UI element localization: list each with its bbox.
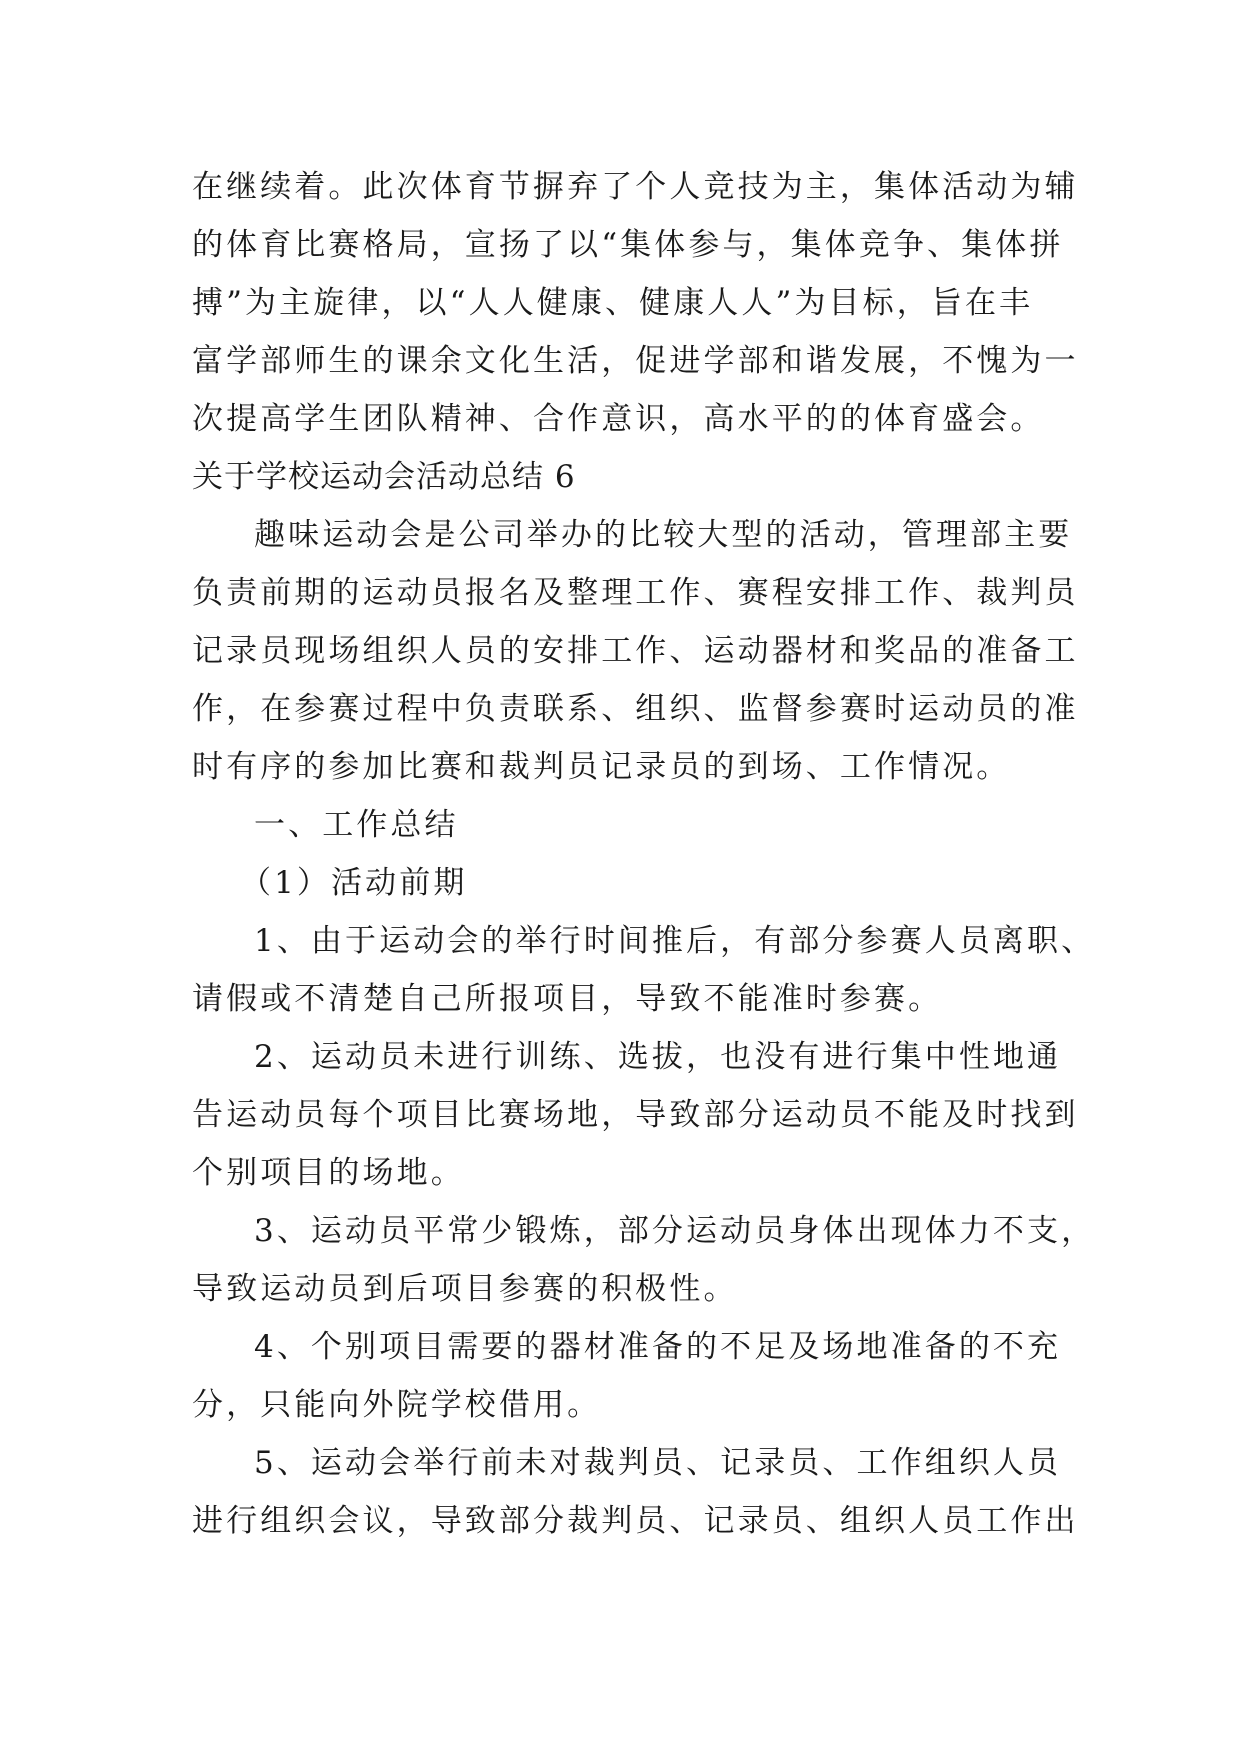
text-line: 负责前期的运动员报名及整理工作、赛程安排工作、裁判员 <box>192 575 1079 611</box>
section-heading: 关于学校运动会活动总结 6 <box>192 459 576 495</box>
text-line: 请假或不清楚自己所报项目，导致不能准时参赛。 <box>192 981 943 1017</box>
text-line: 趣味运动会是公司举办的比较大型的活动，管理部主要 <box>254 517 1073 553</box>
paragraph-intro <box>192 506 1079 796</box>
list-item-2 <box>192 1028 1079 1202</box>
text-line: 的体育比赛格局，宣扬了以“集体参与，集体竞争、集体拼 <box>192 227 1064 263</box>
text-line: 时有序的参加比赛和裁判员记录员的到场、工作情况。 <box>192 749 1011 785</box>
text-line: 作，在参赛过程中负责联系、组织、监督参赛时运动员的准 <box>192 691 1079 727</box>
text-line: 个别项目的场地。 <box>192 1155 465 1191</box>
text-line: 记录员现场组织人员的安排工作、运动器材和奖品的准备工 <box>192 633 1079 669</box>
text-line: 2、运动员未进行训练、选拔，也没有进行集中性地通 <box>254 1039 1062 1075</box>
list-item-4 <box>192 1318 1062 1434</box>
text-line: 分，只能向外院学校借用。 <box>192 1387 602 1423</box>
text-line: 3、运动员平常少锻炼，部分运动员身体出现体力不支， <box>254 1213 1096 1249</box>
text-line: 导致运动员到后项目参赛的积极性。 <box>192 1271 738 1307</box>
text-line: 1、由于运动会的举行时间推后，有部分参赛人员离职、 <box>254 923 1096 959</box>
list-item-3 <box>192 1202 1096 1318</box>
document-body <box>192 158 1096 1550</box>
text-line: 进行组织会议，导致部分裁判员、记录员、组织人员工作出 <box>192 1503 1079 1539</box>
text-line: 告运动员每个项目比赛场地，导致部分运动员不能及时找到 <box>192 1097 1079 1133</box>
text-line: 5、运动会举行前未对裁判员、记录员、工作组织人员 <box>254 1445 1062 1481</box>
text-line: 4、个别项目需要的器材准备的不足及场地准备的不充 <box>254 1329 1062 1365</box>
text-line: 富学部师生的课余文化生活，促进学部和谐发展，不愧为一 <box>192 343 1079 379</box>
text-line: 次提高学生团队精神、合作意识，高水平的的体育盛会。 <box>192 401 1045 437</box>
list-item-5 <box>192 1434 1079 1550</box>
list-item-1 <box>192 912 1096 1028</box>
text-line: 搏”为主旋律，以“人人健康、健康人人”为目标，旨在丰 <box>192 285 1034 321</box>
paragraph-continuation <box>192 158 1079 448</box>
subheading-work-summary: 一、工作总结 <box>254 807 459 843</box>
subheading-pre-activity: （1）活动前期 <box>240 865 468 901</box>
text-line: 在继续着。此次体育节摒弃了个人竞技为主，集体活动为辅 <box>192 169 1079 205</box>
